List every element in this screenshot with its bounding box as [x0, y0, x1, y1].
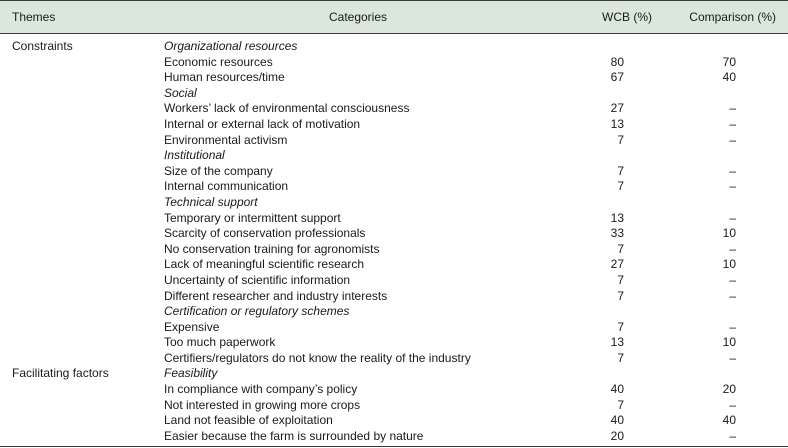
table-row: [0, 320, 788, 336]
category-cell: Easier because the farm is surrounded by nature: [164, 429, 552, 447]
comparison-cell: –: [729, 163, 736, 178]
table-row: [0, 55, 788, 71]
wcb-cell: 13: [610, 116, 624, 131]
category-cell: Certification or regulatory schemes: [164, 304, 350, 319]
category-cell: Uncertainty of scientific information: [164, 272, 351, 287]
theme-cell: [0, 382, 164, 398]
theme-cell: [0, 211, 164, 227]
table-row: [0, 304, 788, 320]
table-row: [0, 179, 788, 195]
comparison-cell: –: [729, 116, 736, 131]
table-row: [0, 117, 788, 133]
comparison-cell: –: [729, 397, 736, 412]
wcb-cell: [552, 195, 652, 211]
comparison-cell: 40: [722, 413, 736, 428]
theme-cell: [0, 101, 164, 117]
theme-cell: [0, 335, 164, 351]
comparison-cell: –: [652, 429, 788, 447]
theme-cell: [0, 70, 164, 86]
category-cell: Expensive: [164, 319, 220, 334]
category-cell: Technical support: [164, 194, 258, 209]
theme-cell: [0, 320, 164, 336]
category-cell: Not interested in growing more crops: [164, 397, 361, 412]
comparison-cell: 10: [722, 257, 736, 272]
comparison-cell: [652, 34, 788, 55]
theme-cell: [0, 304, 164, 320]
wcb-cell: 7: [617, 132, 624, 147]
category-cell: Size of the company: [164, 163, 273, 178]
category-cell: Lack of meaningful scientific research: [164, 257, 365, 272]
theme-cell: [0, 195, 164, 211]
comparison-cell: –: [729, 241, 736, 256]
theme-cell: [0, 55, 164, 71]
category-cell: No conservation training for agronomists: [164, 241, 380, 256]
theme-cell: [0, 257, 164, 273]
wcb-cell: 20: [552, 429, 652, 447]
table-row: [0, 34, 788, 55]
theme-cell: [0, 117, 164, 133]
table-row: [0, 273, 788, 289]
wcb-cell: 80: [610, 54, 624, 69]
table-row: [0, 164, 788, 180]
table-row: [0, 226, 788, 242]
category-cell: Land not feasible of exploitation: [164, 413, 333, 428]
comparison-cell: [652, 304, 788, 320]
category-cell: Organizational resources: [164, 39, 298, 53]
theme-cell: [0, 289, 164, 305]
comparison-cell: 10: [722, 226, 736, 241]
table-row: [0, 366, 788, 382]
wcb-cell: 7: [617, 163, 624, 178]
category-cell: Internal or external lack of motivation: [164, 116, 361, 131]
category-cell: Institutional: [164, 148, 225, 163]
table-row: [0, 148, 788, 164]
wcb-cell: 40: [610, 382, 624, 397]
table-row: [0, 86, 788, 102]
category-cell: In compliance with company’s policy: [164, 382, 358, 397]
table-row: [0, 70, 788, 86]
theme-cell: [0, 226, 164, 242]
comparison-cell: [652, 195, 788, 211]
wcb-cell: 7: [617, 179, 624, 194]
theme-cell: [0, 86, 164, 102]
theme-cell: [0, 148, 164, 164]
comparison-cell: –: [729, 210, 736, 225]
comparison-cell: 20: [722, 382, 736, 397]
wcb-cell: 7: [617, 350, 624, 365]
table-row: [0, 133, 788, 149]
theme-cell: [0, 351, 164, 367]
table-row: [0, 257, 788, 273]
wcb-cell: 67: [610, 70, 624, 85]
table-row: [0, 195, 788, 211]
table-row: [0, 382, 788, 398]
theme-cell: [0, 242, 164, 258]
table-row: [0, 242, 788, 258]
wcb-cell: [552, 304, 652, 320]
wcb-cell: [552, 148, 652, 164]
wcb-cell: 7: [617, 319, 624, 334]
category-cell: Scarcity of conservation professionals: [164, 226, 366, 241]
comparison-cell: 70: [722, 54, 736, 69]
comparison-cell: –: [729, 179, 736, 194]
comparison-cell: –: [729, 288, 736, 303]
table-row: [0, 211, 788, 227]
category-cell: Certifiers/regulators do not know the reality of the industry: [164, 350, 471, 365]
comparison-cell: 40: [722, 70, 736, 85]
header-categories: Categories: [164, 1, 552, 34]
comparison-cell: [652, 86, 788, 102]
category-cell: Feasibility: [164, 366, 218, 381]
table-body: [0, 34, 788, 447]
theme-cell: [0, 413, 164, 429]
wcb-cell: 27: [610, 257, 624, 272]
wcb-cell: 7: [617, 397, 624, 412]
wcb-cell: 7: [617, 288, 624, 303]
header-themes: Themes: [0, 1, 164, 34]
category-cell: Economic resources: [164, 54, 273, 69]
category-cell: Different researcher and industry interests: [164, 288, 388, 303]
category-cell: Internal communication: [164, 179, 289, 194]
category-cell: Social: [164, 85, 197, 100]
table-row: [0, 351, 788, 367]
comparison-cell: [652, 366, 788, 382]
comparison-cell: [652, 148, 788, 164]
theme-cell: [0, 133, 164, 149]
category-cell: Temporary or intermittent support: [164, 210, 341, 225]
comparison-cell: –: [729, 350, 736, 365]
theme-cell: [0, 429, 164, 447]
table-row: [0, 413, 788, 429]
table-row: [0, 101, 788, 117]
wcb-cell: 7: [617, 272, 624, 287]
wcb-cell: [552, 34, 652, 55]
wcb-cell: 27: [610, 101, 624, 116]
comparison-cell: –: [729, 132, 736, 147]
comparison-cell: –: [729, 101, 736, 116]
wcb-cell: [552, 86, 652, 102]
wcb-cell: 40: [610, 413, 624, 428]
wcb-cell: 13: [610, 210, 624, 225]
theme-cell: [0, 273, 164, 289]
table-header-row: [0, 1, 788, 34]
header-comparison: Comparison (%): [652, 1, 788, 34]
wcb-cell: 13: [610, 335, 624, 350]
theme-cell: Facilitating factors: [12, 366, 109, 381]
comparison-cell: 10: [722, 335, 736, 350]
wcb-cell: 33: [610, 226, 624, 241]
table-row: [0, 289, 788, 305]
category-cell: Human resources/time: [164, 70, 285, 85]
theme-cell: Constraints: [12, 39, 73, 53]
header-wcb: WCB (%): [552, 1, 652, 34]
comparison-cell: –: [729, 272, 736, 287]
theme-cell: [0, 398, 164, 414]
table-row: [0, 429, 788, 447]
table-row: [0, 335, 788, 351]
wcb-cell: [552, 366, 652, 382]
category-cell: Too much paperwork: [164, 335, 276, 350]
theme-cell: [0, 164, 164, 180]
category-cell: Workers’ lack of environmental consciousness: [164, 101, 410, 116]
wcb-cell: 7: [617, 241, 624, 256]
comparison-cell: –: [729, 319, 736, 334]
category-cell: Environmental activism: [164, 132, 288, 147]
theme-cell: [0, 179, 164, 195]
table-row: [0, 398, 788, 414]
